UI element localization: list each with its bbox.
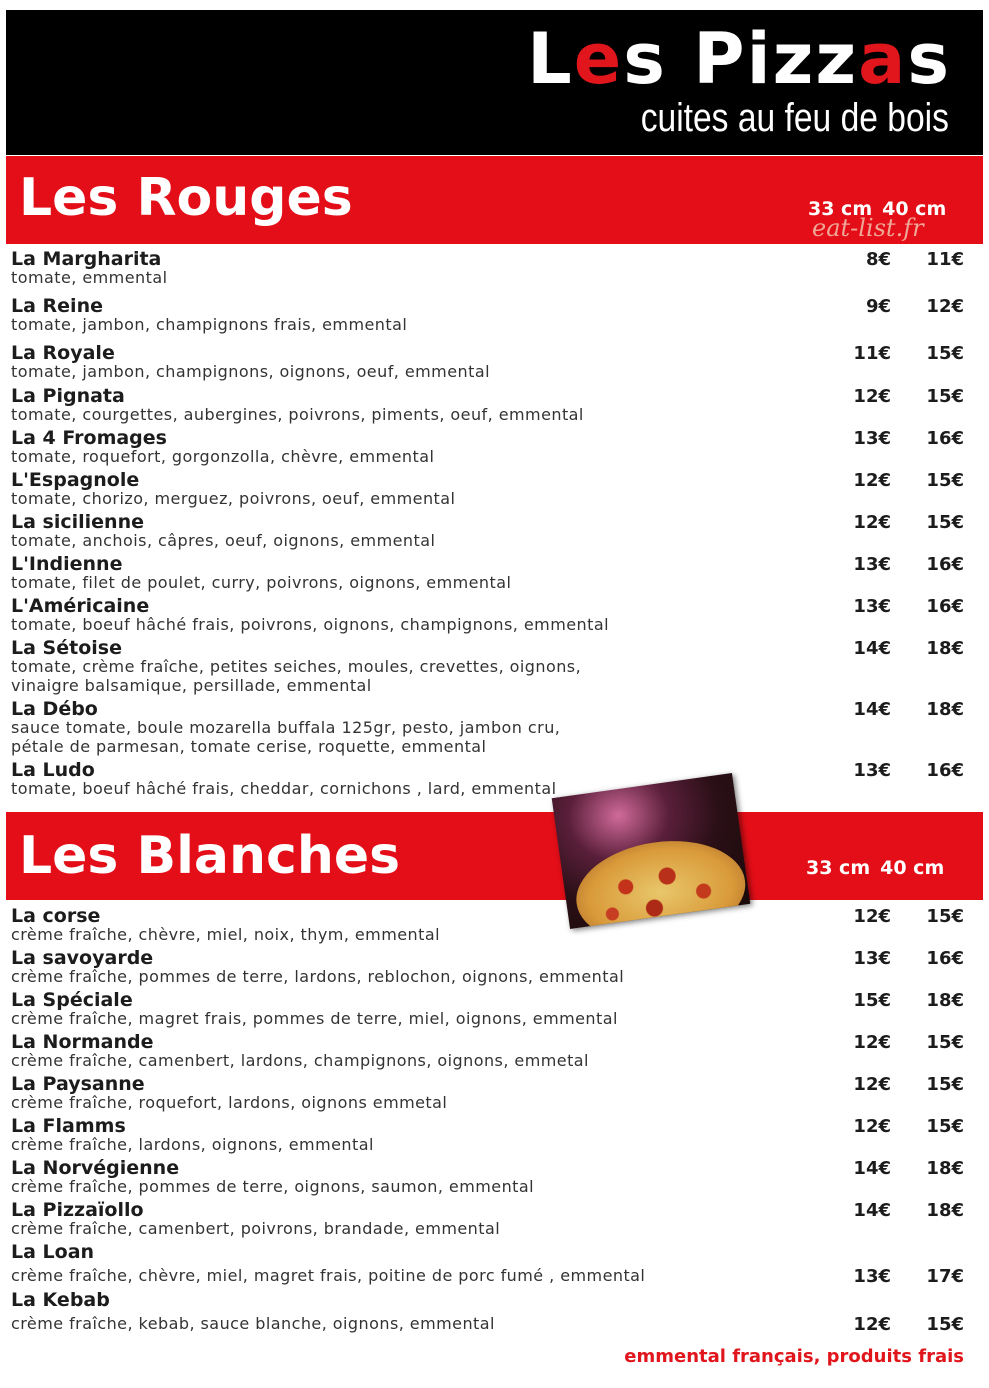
price-33: 14€	[853, 1200, 891, 1221]
price-33: 8€	[865, 249, 891, 270]
menu-item	[11, 906, 971, 945]
size-33-label: 33 cm	[806, 857, 871, 879]
price-40: 15€	[926, 470, 964, 491]
pizza-name: La savoyarde	[11, 947, 154, 969]
menu-item	[11, 554, 971, 593]
pizza-name: La Normande	[11, 1031, 154, 1053]
price-40: 16€	[926, 554, 964, 575]
price-40: 15€	[926, 343, 964, 364]
header-banner	[6, 10, 983, 155]
price-40: 16€	[926, 760, 964, 781]
watermark: eat-list.fr	[812, 214, 924, 242]
price-33: 12€	[853, 1032, 891, 1053]
pizza-ingredients: crème fraîche, pommes de terre, oignons, saumon, emmental	[11, 1177, 535, 1196]
menu-item	[11, 386, 971, 425]
size-40-label: 40 cm	[882, 198, 947, 220]
section-title-blanches: Les Blanches	[19, 826, 401, 886]
price-40: 15€	[926, 1032, 964, 1053]
price-33: 12€	[853, 1314, 891, 1335]
price-40: 16€	[926, 596, 964, 617]
pizza-ingredients: vinaigre balsamique, persillade, emmental	[11, 675, 372, 695]
pizza-name: L'Espagnole	[11, 469, 140, 491]
pizza-name: La Flamms	[11, 1115, 126, 1137]
pizza-name: La Sétoise	[11, 637, 122, 659]
pizza-name: La Margharita	[11, 248, 162, 270]
price-40: 18€	[926, 1158, 964, 1179]
pizza-name: La Reine	[11, 295, 103, 317]
price-33: 12€	[853, 470, 891, 491]
pizza-name: L'Américaine	[11, 595, 150, 617]
section-title-rouges: Les Rouges	[19, 168, 353, 228]
pizza-ingredients: crème fraîche, chèvre, miel, noix, thym, emmental	[11, 925, 441, 944]
price-40: 15€	[926, 512, 964, 533]
pizza-ingredients: tomate, chorizo, merguez, poivrons, oeuf, emmental	[11, 489, 456, 508]
menu-item	[11, 470, 971, 509]
size-33-label: 33 cm	[808, 198, 873, 220]
price-33: 12€	[853, 386, 891, 407]
menu-item	[11, 1074, 971, 1113]
menu-item	[11, 699, 971, 756]
price-33: 12€	[853, 906, 891, 927]
pizza-name: La Loan	[11, 1241, 95, 1263]
price-40: 15€	[926, 1116, 964, 1137]
price-40: 18€	[926, 990, 964, 1011]
pizza-ingredients: sauce tomate, boule mozarella buffala 125gr, pesto, jambon cru,	[11, 718, 561, 737]
menu-item	[11, 249, 971, 288]
price-33: 13€	[853, 948, 891, 969]
price-40: 11€	[926, 249, 964, 270]
price-40: 15€	[926, 1314, 964, 1335]
pizza-ingredients: crème fraîche, pommes de terre, lardons, reblochon, oignons, emmental	[11, 967, 625, 986]
menu-item	[11, 1242, 971, 1286]
menu-item	[11, 1290, 971, 1334]
price-40: 17€	[926, 1266, 964, 1287]
pizza-ingredients: tomate, roquefort, gorgonzolla, chèvre, emmental	[11, 447, 435, 466]
pizza-ingredients: tomate, jambon, champignons, oignons, oeuf, emmental	[11, 362, 490, 381]
section-banner-blanches	[6, 812, 983, 900]
pizza-name: La Pignata	[11, 385, 125, 407]
menu-item	[11, 638, 971, 695]
pizza-name: La Ludo	[11, 759, 95, 781]
price-33: 12€	[853, 1074, 891, 1095]
pizza-ingredients: crème fraîche, kebab, sauce blanche, oignons, emmental	[11, 1314, 495, 1333]
pizza-ingredients: tomate, jambon, champignons frais, emmental	[11, 315, 408, 334]
price-40: 16€	[926, 948, 964, 969]
price-33: 15€	[853, 990, 891, 1011]
size-40-label: 40 cm	[880, 857, 945, 879]
pizza-name: La Pizzaïollo	[11, 1199, 144, 1221]
pizza-name: La 4 Fromages	[11, 427, 167, 449]
menu-item	[11, 596, 971, 635]
price-33: 13€	[853, 760, 891, 781]
pizza-name: La Royale	[11, 342, 115, 364]
menu-item	[11, 760, 971, 799]
menu-item	[11, 990, 971, 1029]
price-40: 15€	[926, 1074, 964, 1095]
price-40: 18€	[926, 1200, 964, 1221]
pizza-name: La Débo	[11, 698, 98, 720]
menu-item	[11, 1158, 971, 1197]
pizza-ingredients: crème fraîche, magret frais, pommes de terre, miel, oignons, emmental	[11, 1009, 618, 1028]
price-40: 12€	[926, 296, 964, 317]
price-33: 14€	[853, 638, 891, 659]
price-40: 15€	[926, 386, 964, 407]
pizza-name: La corse	[11, 905, 101, 927]
pizza-ingredients: crème fraîche, camenbert, lardons, champignons, oignons, emmetal	[11, 1051, 589, 1070]
pizza-name: L'Indienne	[11, 553, 123, 575]
price-40: 15€	[926, 906, 964, 927]
pizza-ingredients: tomate, boeuf hâché frais, poivrons, oignons, champignons, emmental	[11, 615, 610, 634]
price-33: 14€	[853, 699, 891, 720]
pizza-name: La Paysanne	[11, 1073, 145, 1095]
price-33: 12€	[853, 1116, 891, 1137]
pizza-ingredients: pétale de parmesan, tomate cerise, roquette, emmental	[11, 736, 487, 756]
menu-item	[11, 343, 971, 382]
price-33: 13€	[853, 554, 891, 575]
price-40: 18€	[926, 638, 964, 659]
price-33: 14€	[853, 1158, 891, 1179]
pizza-ingredients: tomate, courgettes, aubergines, poivrons, piments, oeuf, emmental	[11, 405, 584, 424]
price-40: 18€	[926, 699, 964, 720]
pizza-ingredients: tomate, boeuf hâché frais, cheddar, cornichons , lard, emmental	[11, 779, 557, 798]
pizza-ingredients: crème fraîche, camenbert, poivrons, brandade, emmental	[11, 1219, 501, 1238]
price-40: 16€	[926, 428, 964, 449]
pizza-name: La Norvégienne	[11, 1157, 180, 1179]
pizza-ingredients: crème fraîche, roquefort, lardons, oignons emmetal	[11, 1093, 448, 1112]
pizza-ingredients: crème fraîche, lardons, oignons, emmental	[11, 1135, 374, 1154]
menu-item	[11, 512, 971, 551]
pizza-name: La sicilienne	[11, 511, 144, 533]
price-33: 13€	[853, 428, 891, 449]
price-33: 11€	[853, 343, 891, 364]
page-title: Les Pizzas	[527, 18, 951, 100]
pizza-name: La Spéciale	[11, 989, 133, 1011]
price-33: 12€	[853, 512, 891, 533]
pizza-ingredients: crème fraîche, chèvre, miel, magret frais, poitine de porc fumé , emmental	[11, 1266, 646, 1285]
pizza-ingredients: tomate, anchois, câpres, oeuf, oignons, emmental	[11, 531, 436, 550]
menu-item	[11, 296, 971, 335]
menu-item	[11, 1200, 971, 1239]
menu-item	[11, 428, 971, 467]
menu-item	[11, 948, 971, 987]
menu-item	[11, 1116, 971, 1155]
pizza-name: La Kebab	[11, 1289, 110, 1311]
price-33: 13€	[853, 1266, 891, 1287]
pizza-ingredients: tomate, crème fraîche, petites seiches, moules, crevettes, oignons,	[11, 657, 582, 676]
footer-note: emmental français, produits frais	[624, 1346, 964, 1367]
size-headers-blanches	[806, 857, 944, 879]
pizza-ingredients: tomate, filet de poulet, curry, poivrons, oignons, emmental	[11, 573, 512, 592]
menu-item	[11, 1032, 971, 1071]
price-33: 13€	[853, 596, 891, 617]
pizza-ingredients: tomate, emmental	[11, 268, 168, 287]
price-33: 9€	[865, 296, 891, 317]
page-subtitle: cuites au feu de bois	[640, 96, 949, 140]
